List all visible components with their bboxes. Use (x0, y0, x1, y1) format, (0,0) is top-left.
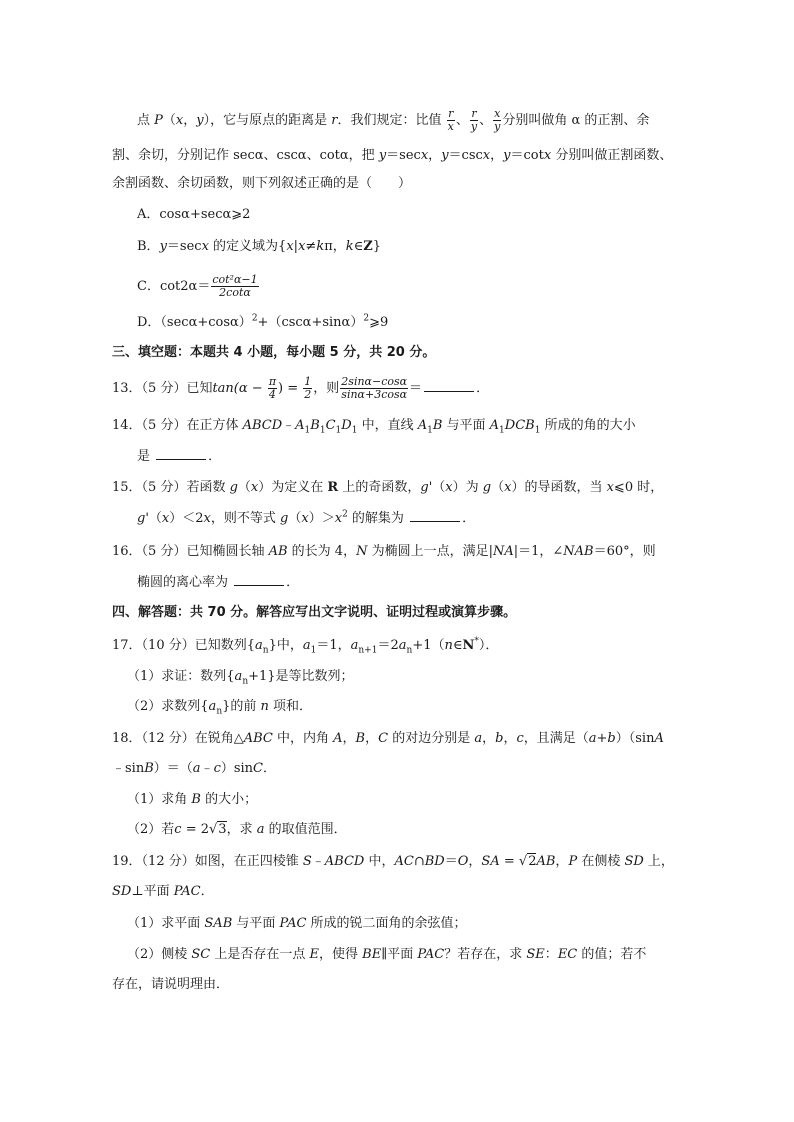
q12-line-3: 余割函数、余切函数，则下列叙述正确的是（ ） (112, 176, 412, 191)
question-15-line-2: g'（x）＜2x，则不等式 $g(x)>x^2$ 的解集为 ． (137, 509, 476, 526)
q12-option-d: D．$(\sec\alpha+\cos\alpha)^2+(\csc\alpha+\sin\alpha)^2⩾9$ (137, 313, 389, 330)
question-17: 17．（10 分）已知数列$\{a_n\}$中，$a_1=1$，$a_{n+1}=2a_n+1(n\in N^*)$． (112, 636, 499, 656)
q12-option-c: C．cot2α＝ $\frac{\text{cot²α−1}}{2\cot\alpha}$ (137, 273, 258, 299)
sqrt-symbol: √ (209, 822, 218, 837)
question-17-part-2: （2）求数列$\{a_n\}$的前 n 项和． (127, 699, 313, 717)
question-13: 13．（5 分）已知tan(α − $\frac{\pi}{4}$ ) = $\frac{1}{2}$ ，则 $\frac{2\sin\alpha-\cos\alpha}{\sin\alpha+3\cos\alpha}$ ＝ ． (112, 375, 490, 401)
q12-line-2: 割、余切，分别记作 secα、cscα、cotα，把 y＝secx，y＝cscx，y＝cotx 分别叫做正割函数、 (112, 148, 673, 163)
q12-option-a: A．cosα+secα⩾2 (137, 207, 251, 222)
fraction-x-y: $\frac{x}{y}$ (494, 107, 501, 133)
question-16-line-2: 椭圆的离心率为 ． (137, 572, 794, 593)
answer-blank-15[interactable] (410, 508, 460, 522)
question-18-line-1: 18．（12 分）在锐角△ABC 中，内角 A，B，C 的对边分别是 a，b，c，且满足（a+b）（sinA (112, 731, 664, 746)
answer-blank-16[interactable] (234, 572, 284, 586)
question-14-line-1: 14．（5 分）在正方体 $ABCD﹣A_1B_1C_1D_1$ 中，直线 $A_1B$ 与平面 $A_1DCB_1$ 所成的角的大小 (112, 418, 636, 436)
section-heading-solutions: 四、解答题：共 70 分。解答应写出文字说明、证明过程或演算步骤。 (112, 605, 517, 620)
fraction-r-x: $\frac{r}{x}$ (447, 107, 454, 133)
question-18-part-1: （1）求角 B 的大小； (127, 792, 258, 807)
text: 分别叫做角 α 的正割、余 (502, 113, 650, 128)
q12-line-1 (137, 108, 794, 133)
question-16-line-1: 16．（5 分）已知椭圆长轴 AB 的长为 4，N 为椭圆上一点，满足|NA|＝1，∠NAB＝60°，则 (112, 544, 656, 559)
answer-blank-14[interactable] (156, 446, 206, 460)
var-p: P (154, 113, 163, 128)
text: ），它与原点的距离是 (203, 113, 332, 128)
text: （ (162, 113, 176, 128)
question-14-line-2: 是 ． (137, 446, 794, 467)
question-19-line-3: 存在，请说明理由． (112, 977, 230, 992)
fraction-cot: $\frac{\text{cot²α−1}}{2\cot\alpha}$ (212, 273, 258, 299)
var-x: x (175, 113, 184, 128)
sqrt-symbol: √ (518, 854, 528, 869)
fraction-r-y: $\frac{r}{y}$ (470, 107, 478, 133)
text: ．我们规定：比值 (337, 113, 442, 128)
text: 、 (455, 113, 469, 128)
question-19-line-1: 19．（12 分）如图，在正四棱锥 S﹣ABCD 中，AC∩BD＝O，SA = √2AB，P 在侧棱 SD 上， (112, 854, 674, 869)
question-19-part-1: （1）求平面 SAB 与平面 PAC 所成的锐二面角的余弦值； (127, 916, 467, 931)
var-r: r (331, 113, 338, 128)
fraction-half: $\frac{1}{2}$ (304, 375, 312, 401)
question-17-part-1: （1）求证：数列$\{a_n+1\}$是等比数列； (127, 669, 354, 687)
answer-blank-13[interactable] (424, 378, 474, 392)
question-19-part-2: （2）侧棱 SC 上是否存在一点 E，使得 BE∥平面 PAC？若存在，求 SE：EC 的值；若不 (127, 947, 647, 962)
text: 点 (137, 113, 155, 128)
q12-option-b: B．y＝secx 的定义域为{x|x≠kπ，k∈Z} (137, 239, 382, 254)
text: ， (183, 113, 197, 128)
question-15-line-1: 15．（5 分）若函数 g（x）为定义在 R 上的奇函数，g'（x）为 g（x）的导函数，当 x⩽0 时， (112, 480, 664, 495)
text: 、 (479, 113, 493, 128)
section-heading-fill-in: 三、填空题：本题共 4 小题，每小题 5 分，共 20 分。 (112, 345, 436, 360)
var-y: y (196, 113, 204, 128)
question-18-part-2: （2）若c = 2√3，求 a 的取值范围． (127, 822, 347, 837)
question-19-line-2: SD⊥平面 PAC． (112, 884, 214, 899)
fraction-pi-4: $\frac{\pi}{4}$ (268, 375, 277, 401)
question-18-line-2: ﹣sinB）＝（a﹣c）sinC． (112, 761, 277, 776)
fraction-trig: $\frac{2\sin\alpha-\cos\alpha}{\sin\alpha+3\cos\alpha}$ (341, 375, 408, 401)
